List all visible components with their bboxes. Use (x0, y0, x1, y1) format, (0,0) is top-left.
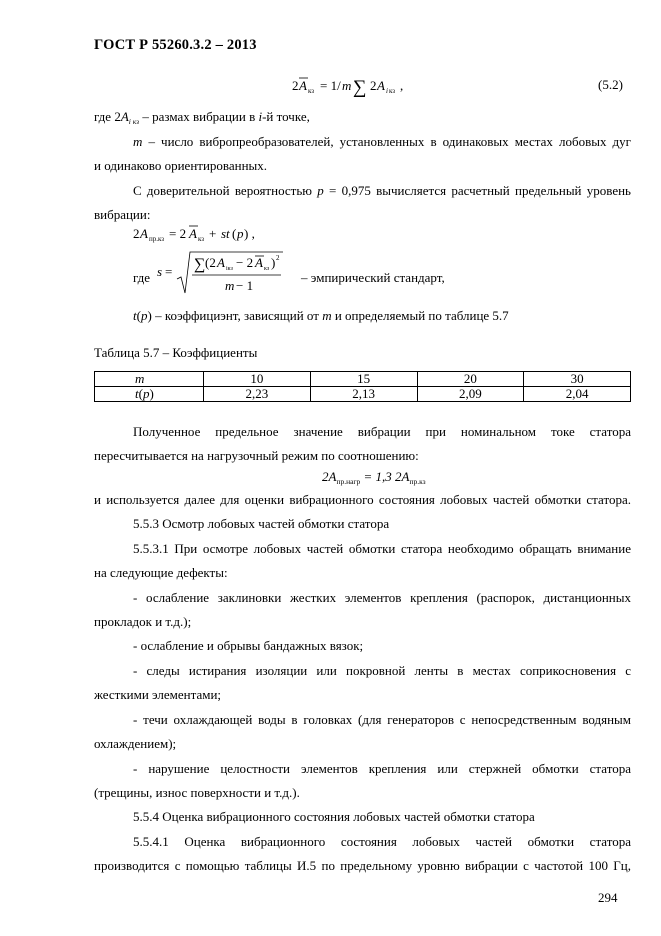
svg-text:A: A (299, 78, 307, 93)
svg-text:A: A (217, 255, 225, 270)
paragraph-line: на следующие дефекты: (94, 565, 228, 580)
paragraph-line: вибрации: (94, 207, 151, 222)
svg-text:= 1/: = 1/ (320, 78, 341, 93)
table-header-cell: m (95, 372, 204, 387)
list-item: (трещины, износ поверхности и т.д.). (94, 785, 300, 800)
paragraph-line: и используется далее для оценки вибрационного состояния лобовых частей обмотки статора. (94, 492, 631, 507)
list-item: - ослабление и обрывы бандажных вязок; (133, 638, 364, 653)
equation-load: $2A_{пр.нагр} = 1,3$ $2A_{пр.кз}$ (322, 469, 426, 486)
list-item: - нарушение целостности элементов крепления или стержней обмотки статора (133, 761, 631, 776)
svg-text:2: 2 (370, 78, 377, 93)
svg-text:m: m (342, 78, 352, 93)
table-caption: Таблица 5.7 – Коэффициенты (94, 345, 258, 360)
svg-text:st: st (221, 226, 230, 241)
svg-text:i: i (386, 87, 388, 95)
svg-text:(: ( (232, 226, 237, 241)
list-item: охлаждением); (94, 736, 177, 751)
svg-text:2: 2 (276, 254, 280, 262)
paragraph-line: и одинаково ориентированных. (94, 158, 268, 173)
svg-text:= 2: = 2 (169, 226, 187, 241)
table-cell: 20 (417, 372, 524, 387)
table-row (95, 372, 631, 387)
list-item: - ослабление заклиновки жестких элементов крепления (распорок, дистанционных (133, 590, 631, 605)
coefficient-table (94, 371, 631, 402)
svg-text:,: , (400, 78, 404, 93)
svg-text:A: A (377, 78, 385, 93)
where-label: где (133, 270, 151, 285)
svg-text:A: A (140, 226, 148, 241)
paragraph-line: m – число вибропреобразователей, установленных в одинаковых местах лобовых дуг (133, 134, 631, 149)
svg-text:ікз: ікз (226, 266, 233, 272)
svg-text:кз: кз (264, 266, 270, 272)
svg-text:s: s (157, 264, 163, 279)
paragraph-line: где $2A_{i кз}$ – размах вибрации в i-й точке, (94, 109, 310, 126)
svg-text:2: 2 (133, 226, 140, 241)
equation-5-2 (290, 73, 430, 99)
equation-std (157, 249, 292, 299)
list-item: - следы истирания изоляции или покровной ленты в местах соприкосновения с (133, 663, 631, 678)
paragraph-line: 5.5.4.1 Оценка вибрационного состояния лобовых частей обмотки статора (133, 834, 631, 849)
paragraph-line: 5.5.3.1 При осмотре лобовых частей обмотки статора необходимо обращать внимание (133, 541, 631, 556)
svg-text:m: m (225, 278, 235, 293)
list-item: - течи охлаждающей воды в головках (для генераторов с непосредственным водяным (133, 712, 631, 727)
svg-text:кз: кз (389, 87, 396, 95)
svg-text:∑: ∑ (194, 256, 206, 273)
svg-text:A: A (255, 255, 263, 270)
svg-text:кз: кз (198, 235, 205, 243)
table-header-cell: t(p) (95, 387, 204, 402)
svg-text:∑: ∑ (353, 77, 367, 98)
section-heading: 5.5.3 Осмотр лобовых частей обмотки статора (133, 516, 390, 531)
list-item: жесткими элементами; (94, 687, 222, 702)
table-cell: 2,09 (417, 387, 524, 402)
table-cell: 10 (204, 372, 311, 387)
table-cell: 30 (524, 372, 631, 387)
equation-number: (5.2) (598, 77, 623, 92)
table-row (95, 387, 631, 402)
svg-text:кз: кз (308, 87, 315, 95)
paragraph-line: t(p) – коэффициэнт, зависящий от m и определяемый по таблице 5.7 (133, 308, 509, 323)
paragraph-line: производится с помощью таблицы И.5 по предельному уровню вибрации с частотой 100 Гц, (94, 858, 631, 873)
svg-text:): ) (271, 255, 276, 270)
page-number: 294 (598, 890, 618, 905)
svg-text:p: p (237, 226, 244, 241)
paragraph-line: пересчитывается на нагрузочный режим по соотношению: (94, 448, 419, 463)
svg-text:(2: (2 (205, 255, 216, 270)
svg-text:− 1: − 1 (236, 278, 254, 293)
table-cell: 2,13 (310, 387, 417, 402)
svg-text:пр.кз: пр.кз (149, 235, 165, 243)
paragraph-line: С доверительной вероятностью p = 0,975 вычисляется расчетный предельный уровень (133, 183, 631, 198)
table-cell: 15 (310, 372, 417, 387)
svg-text:2: 2 (292, 78, 299, 93)
equation-limit-level (131, 222, 301, 246)
table-cell: 2,04 (524, 387, 631, 402)
paragraph-line: Полученное предельное значение вибрации при номинальном токе статора (133, 424, 631, 439)
list-item: прокладок и т.д.); (94, 614, 192, 629)
table-cell: 2,23 (204, 387, 311, 402)
svg-text:A: A (189, 226, 197, 241)
svg-text:+: + (209, 226, 217, 241)
document-header: ГОСТ Р 55260.3.2 – 2013 (94, 37, 257, 53)
svg-text:=: = (165, 264, 173, 279)
section-heading: 5.5.4 Оценка вибрационного состояния лобовых частей обмотки статора (133, 809, 535, 824)
empirical-standard-label: – эмпирический стандарт, (301, 270, 445, 285)
svg-text:) ,: ) , (244, 226, 255, 241)
svg-text:− 2: − 2 (236, 255, 254, 270)
